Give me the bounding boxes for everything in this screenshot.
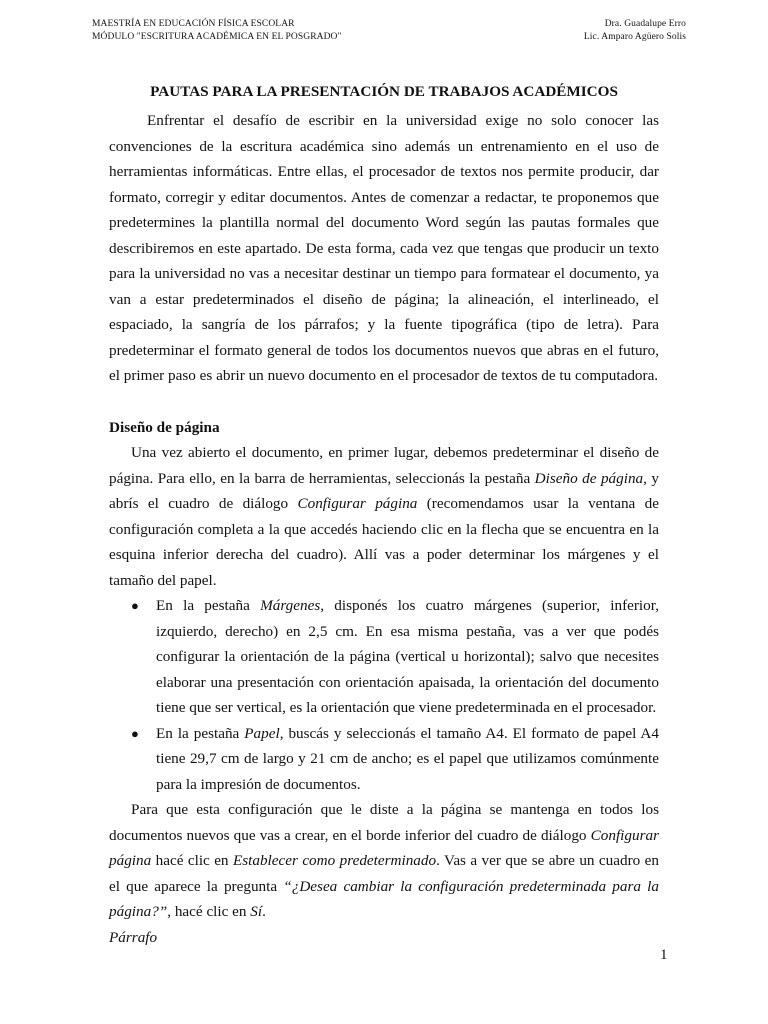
header-program: MAESTRÍA EN EDUCACIÓN FÍSICA ESCOLAR	[92, 19, 295, 29]
page-number: 1	[660, 947, 668, 963]
set-default-paragraph	[109, 797, 659, 925]
text-run: .	[262, 903, 266, 920]
italic-quote: “¿Desea cambiar la configuración predeterminada para la página?”	[109, 877, 659, 920]
bullet-icon: ●	[131, 598, 139, 613]
italic-term: Establecer como predeterminado	[232, 852, 437, 869]
bullet-item-margins	[109, 593, 659, 721]
text-run: . Vas a ver que se abre un cuadro en el que aparece la pregunta	[109, 852, 659, 895]
intro-paragraph: Enfrentar el desafío de escribir en la universidad exige no solo conocer las convenciones de la escritura académica sino además un entrenamiento en el uso de herramientas informáticas. Entre ellas, el procesador de textos nos permite producir, dar formato, corregir y editar documentos. Antes de comenzar a redactar, te proponemos que predetermines la plantilla normal del documento Word según las pautas formales que describiremos en este apartado. De esta forma, cada vez que tengas que producir un texto para la universidad no vas a necesitar destinar un tiempo para formatear el documento, ya van a estar predeterminados el diseño de página; la alineación, el interlineado, el espaciado, la sangría de los párrafos; y la fuente tipográfica (tipo de letra). Para predeterminar el formato general de todos los documentos nuevos que abras en el futuro, el primer paso es abrir un nuevo documento en el procesador de textos de tu computadora.	[109, 112, 659, 384]
italic-term: Sí	[250, 903, 263, 920]
italic-term: Diseño de página	[534, 469, 644, 487]
italic-term: Configurar página	[109, 826, 659, 869]
text-run: (recomendamos usar la ventana de configuración completa a la que accedés haciendo clic en la flecha que se encuentra en la esquina inferior derecha del cuadro). Allí vas a poder determinar los márgenes y el tamaño del papel.	[109, 495, 659, 589]
running-header-left	[92, 18, 342, 44]
italic-term: Configurar página	[297, 495, 418, 512]
italic-heading: Párrafo	[109, 928, 158, 946]
settings-bullet-list	[109, 593, 659, 797]
italic-term: Papel	[244, 724, 280, 742]
text-run: Una vez abierto el documento, en primer lugar, debemos predeterminar el diseño de página. Para ello, en la barra de herramientas, seleccionás la pestaña	[109, 444, 659, 487]
running-header-right	[584, 18, 686, 44]
italic-term: Márgenes	[260, 597, 321, 614]
page-design-paragraph	[109, 440, 659, 593]
document-body	[109, 82, 659, 950]
text-run: , disponés los cuatro márgenes (superior, inferior, izquierdo, derecho) en 2,5 cm. En esa misma pestaña, vas a ver que podés configurar la orientación de la página (vertical u horizontal); salvo que necesites elaborar una presentación con orientación apaisada, la orientación del documento tiene que ser vertical, es la orientación que viene predeterminada en el procesador.	[156, 597, 659, 716]
header-author-1: Dra. Guadalupe Erro	[604, 19, 686, 29]
header-author-2: Lic. Amparo Agüero Solis	[583, 32, 686, 42]
text-run: , y abrís el cuadro de diálogo	[109, 469, 659, 512]
bullet-item-paper	[109, 721, 659, 798]
header-module: MÓDULO "ESCRITURA ACADÉMICA EN EL POSGRADO"	[92, 32, 342, 42]
document-title: PAUTAS PARA LA PRESENTACIÓN DE TRABAJOS ACADÉMICOS	[150, 83, 618, 100]
text-run: En la pestaña	[156, 597, 261, 614]
text-run: hacé clic en	[151, 852, 233, 869]
section-heading-page-design: Diseño de página	[109, 418, 220, 436]
section-heading-paragraph	[109, 925, 659, 951]
text-run: , buscás y seleccionás el tamaño A4. El formato de papel A4 tiene 29,7 cm de largo y 21 cm de ancho; es el papel que utilizamos comúnmente para la impresión de documentos.	[156, 724, 659, 793]
text-run: Para que esta configuración que le diste a la página se mantenga en todos los documentos nuevos que vas a crear, en el borde inferior del cuadro de diálogo	[109, 801, 659, 844]
text-run: En la pestaña	[156, 724, 245, 742]
text-run: , hacé clic en	[167, 903, 251, 920]
bullet-icon: ●	[131, 725, 139, 741]
